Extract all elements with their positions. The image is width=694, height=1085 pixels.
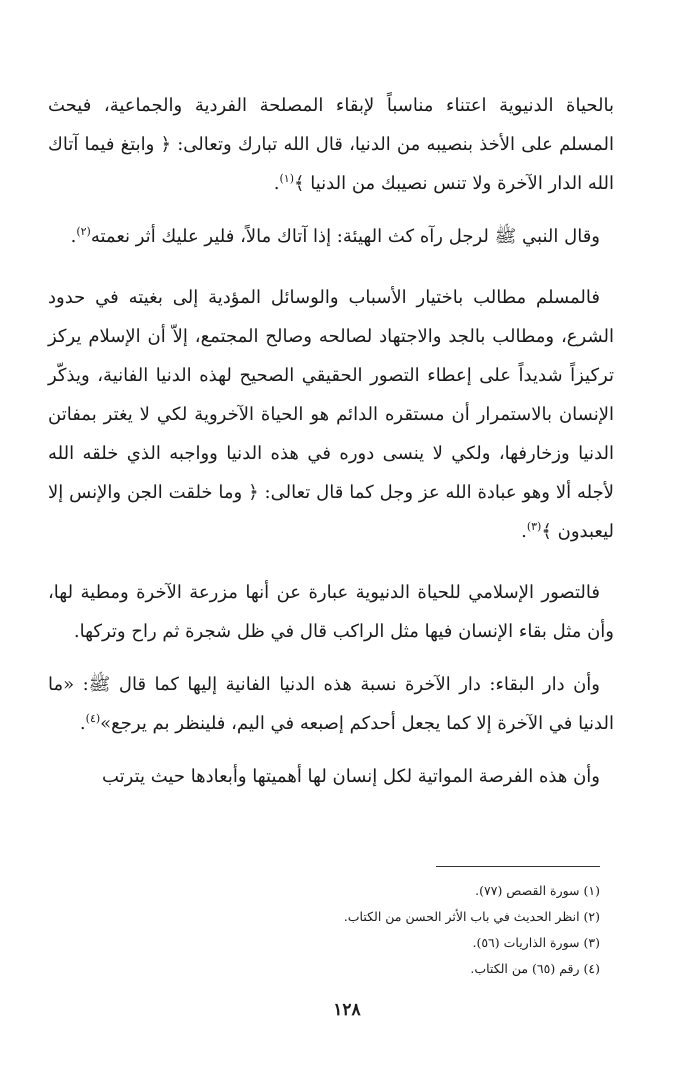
- paragraph-5: وأن دار البقاء: دار الآخرة نسبة هذه الدنيا الفانية إليها كما قال ﷺ: «ما الدنيا في الآخرة إلا كما يجعل أحدكم إصبعه في اليم، فلينظر بم يرجع»$^{(٤)}$.: [48, 674, 614, 734]
- paragraph-4-text: فالتصور الإسلامي للحياة الدنيوية عبارة عن أنها مزرعة الآخرة ومطية لها، وأن مثل بقاء الإنسان فيها مثل الراكب قال في ظل شجرة ثم راح وتركها.: [48, 582, 614, 642]
- footnote-3: (٣) سورة الذاريات (٥٦).: [472, 935, 600, 950]
- paragraph-2: وقال النبي ﷺ لرجل رآه كث الهيئة: إذا آتاك مالاً، فلير عليك أثر نعمته$^{(٢)}$.: [70, 225, 600, 247]
- footnote-2: (٢) انظر الحديث في باب الأثر الحسن من الكتاب.: [343, 909, 600, 924]
- paragraph-3: فالمسلم مطالب باختيار الأسباب والوسائل المؤدية إلى بغيته في حدود الشرع، ومطالب بالجد والاجتهاد لصالحه وصالح المجتمع، إلاّ أن الإسلام يركز تركيزاً شديداً على إعطاء التصور الحقيقي الصحيح لهذه الدنيا الفانية، ويذكّر الإنسان بالاستمرار أن مستقره الدائم هو الحياة الآخروية لكي لا يغتر بمفاتن الدنيا وزخارفها، ولكي لا ينسى دوره في هذه الدنيا وواجبه الذي خلقه الله لأجله ألا وهو عبادة الله عز وجل كما قال تعالى: ﴿ وما خلقت الجن والإنس إلا ليعبدون ﴾$^{(٣)}$.: [48, 287, 614, 542]
- footnote-4: (٤) رقم (٦٥) من الكتاب.: [470, 961, 600, 976]
- footnote-1: (١) سورة القصص (٧٧).: [475, 883, 600, 898]
- footnote-divider: [436, 866, 600, 867]
- paragraph-6-text: وأن هذه الفرصة المواتية لكل إنسان لها أهميتها وأبعادها حيث يترتب: [101, 766, 600, 787]
- footnotes: [120, 878, 600, 982]
- paragraph-1-text: بالحياة الدنيوية اعتناء مناسباً لإبقاء المصلحة الفردية والجماعية، فيحث المسلم على الأخذ بنصيبه من الدنيا، قال الله تبارك وتعالى: ﴿ وابتغ فيما آتاك الله الدار الآخرة ولا تنس نصيبك من الدنيا ﴾: [48, 95, 614, 194]
- footnote-ref-2: (٢): [76, 225, 91, 238]
- footnote-ref-4: (٤): [85, 712, 101, 725]
- paragraph-5-text: وأن دار البقاء: دار الآخرة نسبة هذه الدنيا الفانية إليها كما قال ﷺ: «ما الدنيا في الآخرة إلا كما يجعل أحدكم إصبعه في اليم، فلينظر بم يرجع»: [48, 674, 614, 734]
- paragraph-4: [48, 573, 614, 651]
- page-number: ١٢٨: [333, 1000, 361, 1020]
- footnote-ref-3: (٣): [526, 520, 542, 533]
- paragraph-1: بالحياة الدنيوية اعتناء مناسباً لإبقاء المصلحة الفردية والجماعية، فيحث المسلم على الأخذ بنصيبه من الدنيا، قال الله تبارك وتعالى: ﴿ وابتغ فيما آتاك الله الدار الآخرة ولا تنس نصيبك من الدنيا ﴾$^{(١)}$.: [48, 95, 614, 194]
- page-body: [48, 86, 614, 810]
- paragraph-3-text: فالمسلم مطالب باختيار الأسباب والوسائل المؤدية إلى بغيته في حدود الشرع، ومطالب بالجد والاجتهاد لصالحه وصالح المجتمع، إلاّ أن الإسلام يركز تركيزاً شديداً على إعطاء التصور الحقيقي الصحيح لهذه الدنيا الفانية، ويذكّر الإنسان بالاستمرار أن مستقره الدائم هو الحياة الآخروية لكي لا يغتر بمفاتن الدنيا وزخارفها، ولكي لا ينسى دوره في هذه الدنيا وواجبه الذي خلقه الله لأجله ألا وهو عبادة الله عز وجل كما قال تعالى: ﴿ وما خلقت الجن والإنس إلا ليعبدون ﴾: [48, 287, 614, 542]
- paragraph-6: [48, 757, 614, 796]
- paragraph-2-text: وقال النبي ﷺ لرجل رآه كث الهيئة: إذا آتاك مالاً، فلير عليك أثر نعمته: [90, 226, 600, 247]
- footnote-ref-1: (١): [279, 172, 294, 185]
